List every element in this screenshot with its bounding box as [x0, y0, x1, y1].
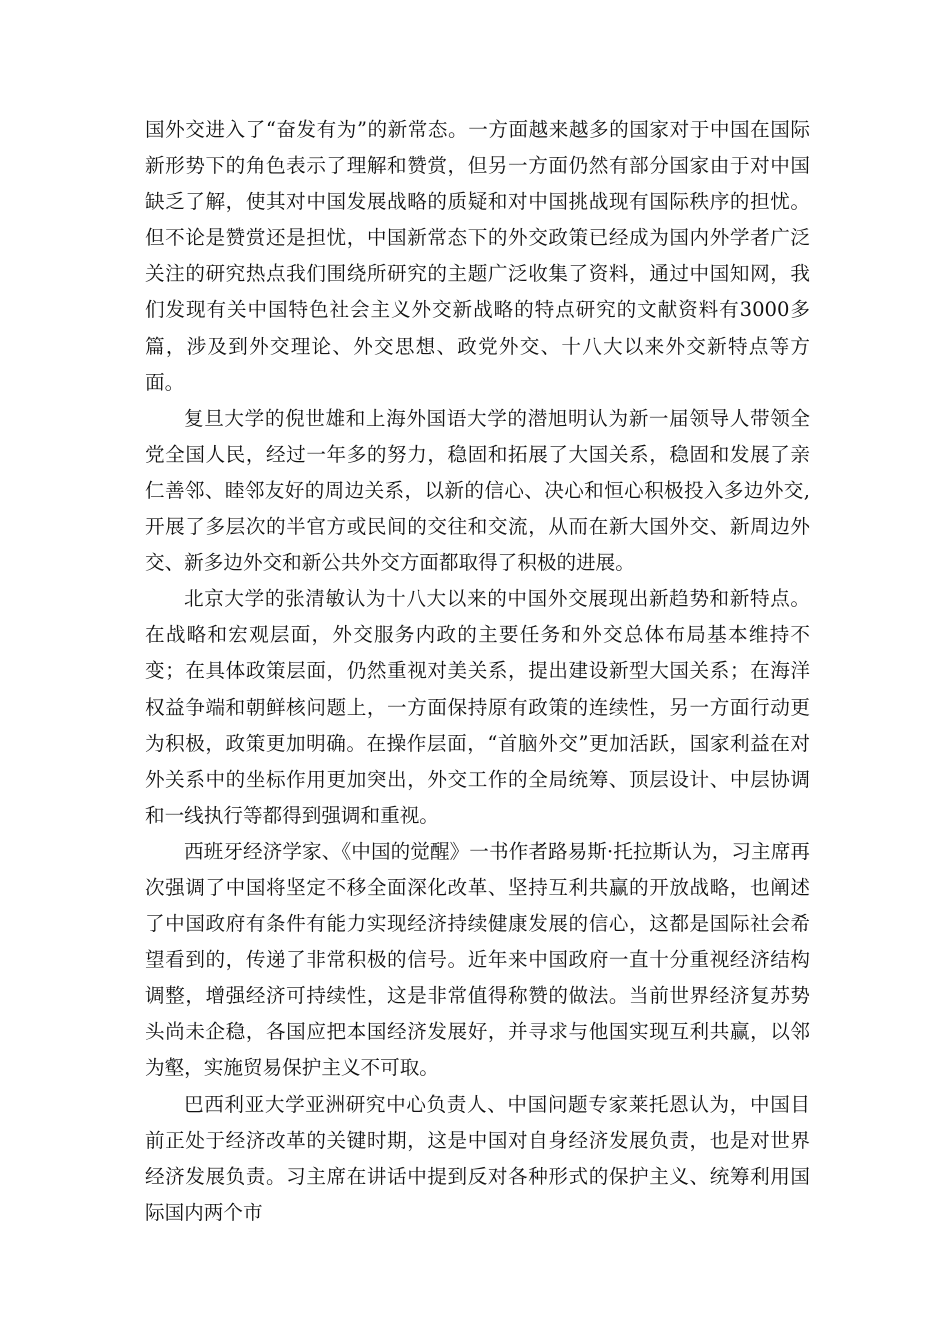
paragraph-4: 西班牙经济学家、《中国的觉醒》一书作者路易斯·托拉斯认为，习主席再次强调了中国将坚定不移全面深化改革、坚持互利共赢的开放战略，也阐述了中国政府有条件有能力实现经济持续健康发展的信心，这都是国际社会希望看到的，传递了非常积极的信号。近年来中国政府一直十分重视经济结构调整，增强经济可持续性，这是非常值得称赞的做法。当前世界经济复苏势头尚未企稳，各国应把本国经济发展好，并寻求与他国实现互利共赢，以邻为壑，实施贸易保护主义不可取。	[145, 839, 810, 1080]
paragraph-5: 巴西利亚大学亚洲研究中心负责人、中国问题专家莱托恩认为，中国目前正处于经济改革的关键时期，这是中国对自身经济发展负责，也是对世界经济发展负责。习主席在讲话中提到反对各种形式的保护主义、统筹利用国际国内两个市	[145, 1092, 810, 1224]
body-text	[145, 112, 810, 1231]
paragraph-3: 北京大学的张清敏认为十八大以来的中国外交展现出新趋势和新特点。在战略和宏观层面，外交服务内政的主要任务和外交总体布局基本维持不变；在具体政策层面，仍然重视对美关系，提出建设新型大国关系；在海洋权益争端和朝鲜核问题上，一方面保持原有政策的连续性，另一方面行动更为积极，政策更加明确。在操作层面，“首脑外交”更加活跃，国家利益在对外关系中的坐标作用更加突出，外交工作的全局统筹、顶层设计、中层协调和一线执行等都得到强调和重视。	[145, 587, 810, 827]
paragraph-2: 复旦大学的倪世雄和上海外国语大学的潜旭明认为新一届领导人带领全党全国人民，经过一年多的努力，稳固和拓展了大国关系，稳固和发展了亲仁善邻、睦邻友好的周边关系，以新的信心、决心和恒心积极投入多边外交,开展了多层次的半官方或民间的交往和交流，从而在新大国外交、新周边外交、新多边外交和新公共外交方面都取得了积极的进展。	[145, 406, 810, 575]
paragraph-1: 国外交进入了“奋发有为”的新常态。一方面越来越多的国家对于中国在国际新形势下的角色表示了理解和赞赏，但另一方面仍然有部分国家由于对中国缺乏了解，使其对中国发展战略的质疑和对中国挑战现有国际秩序的担忧。但不论是赞赏还是担忧，中国新常态下的外交政策已经成为国内外学者广泛关注的研究热点我们围绕所研究的主题广泛收集了资料，通过中国知网，我们发现有关中国特色社会主义外交新战略的特点研究的文献资料有3000多篇，涉及到外交理论、外交思想、政党外交、十八大以来外交新特点等方面。	[145, 118, 810, 394]
